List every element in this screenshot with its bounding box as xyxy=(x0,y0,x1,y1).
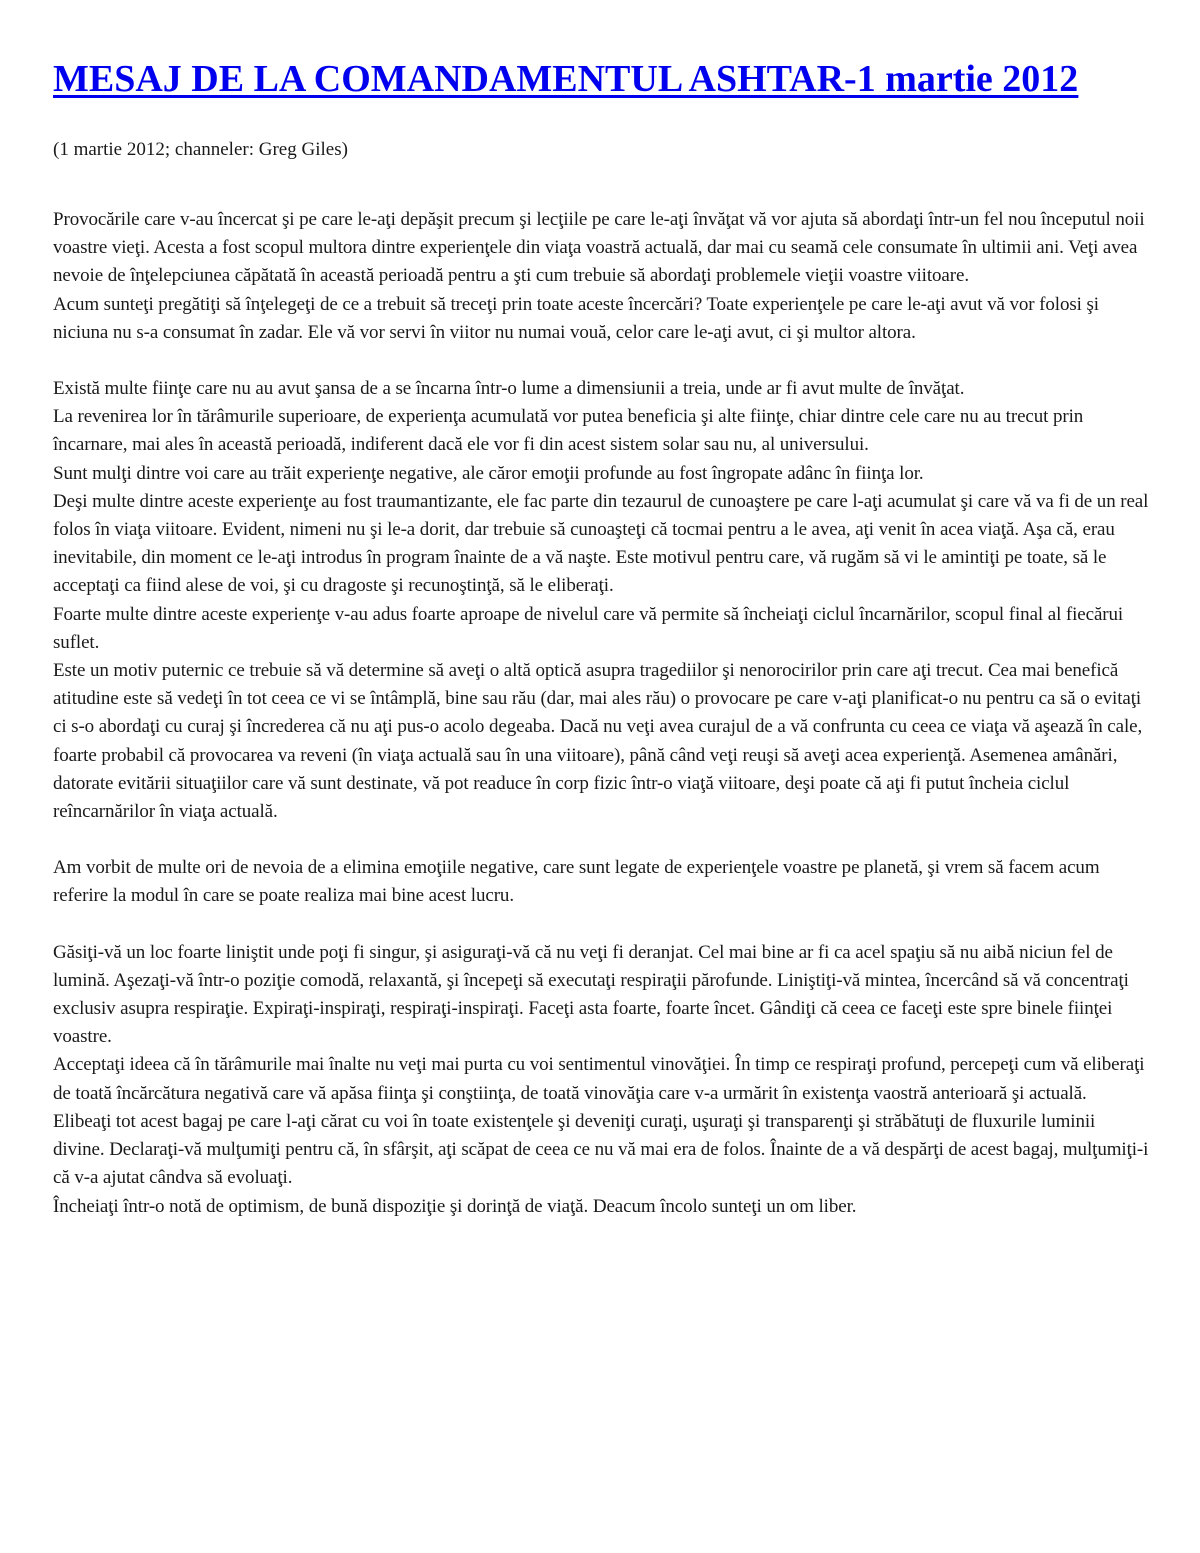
paragraph: La revenirea lor în tărâmurile superioare, de experienţa acumulată vor putea beneficia şi alte fiinţe, chiar dintre cele care nu au trecut prin încarnare, mai ales în această perioadă, indiferent dacă ele vor fi din acest sistem solar sau nu, al universului. xyxy=(53,406,1084,456)
paragraph: Există multe fiinţe care nu au avut şansa de a se încarna într-o lume a dimensiunii a treia, unde ar fi avut multe de învăţat. xyxy=(53,378,965,400)
paragraph: Deşi multe dintre aceste experienţe au fost traumantizante, ele fac parte din tezaurul de cunoaştere pe care l-aţi acumulat şi care vă va fi de un real folos în viaţa viitoare. Evident, nimeni nu şi le-a dorit, dar trebuie să cunoaşteţi că tocmai pentru a le avea, aţi venit în acea viaţă. Aşa că, erau inevitabile, din moment ce le-aţi introdus în program înainte de a vă naşte. Este motivul pentru care, vă rugăm să vi le amintiţi pe toate, să le acceptaţi ca fiind alese de voi, şi cu dragoste şi recunoştinţă, să le eliberaţi. xyxy=(53,490,1149,597)
section-1 xyxy=(53,206,1149,347)
paragraph: Încheiaţi într-o notă de optimism, de bună dispoziţie şi dorinţă de viaţă. Deacum încolo sunteţi un om liber. xyxy=(53,1195,857,1217)
blank-line xyxy=(53,826,1149,854)
paragraph: Găsiţi-vă un loc foarte liniştit unde poţi fi singur, şi asiguraţi-vă că nu veţi fi deranjat. Cel mai bine ar fi ca acel spaţiu să nu aibă niciun fel de lumină. Aşezaţi-vă într-o poziţie comodă, relaxantă, şi începeţi să executaţi respiraţii părofunde. Liniştiţi-vă mintea, încercând să vă concentraţi exclusiv asupra respiraţie. Expiraţi-inspiraţi, respiraţi-inspiraţi. Faceţi asta foarte, foarte încet. Gândiţi că ceea ce faceţi este spre binele fiinţei voastre. xyxy=(53,941,1129,1048)
section-4 xyxy=(53,939,1149,1221)
page-title[interactable] xyxy=(53,52,1149,107)
paragraph: Am vorbit de multe ori de nevoia de a elimina emoţiile negative, care sunt legate de experienţele voastre pe planetă, şi vrem să facem acum referire la modul în care se poate realiza mai bine acest lucru. xyxy=(53,857,1100,907)
paragraph: Provocările care v-au încercat şi pe care le-aţi depăşit precum şi lecţiile pe care le-aţi învăţat vă vor ajuta să abordaţi într-un fel nou începutul noii voastre vieţi. Acesta a fost scopul multora dintre experienţele din viaţa voastră actuală, dar mai cu seamă cele consumate în ultimii ani. Veţi avea nevoie de înţelepciunea căpătată în această perioadă pentru a şti cum trebuie să abordaţi problemele vieţii voastre viitoare. xyxy=(53,209,1145,287)
paragraph: Acum sunteţi pregătiţi să înţelegeţi de ce a trebuit să treceţi prin toate aceste încercări? Toate experienţele pe care le-aţi avut vă vor folosi şi niciuna nu s-a consumat în zadar. Ele vă vor servi în viitor nu numai vouă, celor care le-aţi avut, ci şi multor altora. xyxy=(53,293,1099,343)
title-link[interactable]: MESAJ DE LA COMANDAMENTUL ASHTAR-1 martie 2012 xyxy=(53,58,1079,100)
paragraph: Sunt mulţi dintre voi care au trăit experienţe negative, ale căror emoţii profunde au fost îngropate adânc în fiinţa lor. xyxy=(53,462,924,484)
document-page xyxy=(53,52,1149,1221)
paragraph: Foarte multe dintre aceste experienţe v-au adus foarte aproape de nivelul care vă permite să încheiaţi ciclul încarnărilor, scopul final al fiecărui suflet. xyxy=(53,603,1124,653)
document-body xyxy=(53,206,1149,1221)
paragraph: Acceptaţi ideea că în tărâmurile mai înalte nu veţi mai purta cu voi sentimentul vinovăţiei. În timp ce respiraţi profund, percepeţi cum vă eliberaţi de toată încărcătura negativă care vă apăsa fiinţa şi conştiinţa, de toată vinovăţia care v-a urmărit în existenţa vaostră anterioară şi actuală. Elibeaţi tot acest bagaj pe care l-aţi cărat cu voi în toate existenţele şi deveniţi curaţi, uşuraţi şi transparenţi şi străbătuţi de fluxurile luminii divine. Declaraţi-vă mulţumiţi pentru că, în sfârşit, aţi scăpat de ceea ce nu vă mai era de folos. Înainte de a vă despărţi de acest bagaj, mulţumiţi-i că v-a ajutat cândva să evoluaţi. xyxy=(53,1054,1149,1189)
section-2 xyxy=(53,375,1149,826)
blank-line xyxy=(53,911,1149,939)
blank-line xyxy=(53,347,1149,375)
section-3 xyxy=(53,854,1149,910)
paragraph: Este un motiv puternic ce trebuie să vă determine să aveţi o altă optică asupra tragediilor şi nenorocirilor prin care aţi trecut. Cea mai benefică atitudine este să vedeţi în tot ceea ce vi se întâmplă, bine sau rău (dar, mai ales rău) o provocare pe care v-aţi planificat-o nu pentru ca să o evitaţi ci s-o abordaţi cu curaj şi încrederea că nu aţi pus-o acolo degeaba. Dacă nu veţi avea curajul de a vă confrunta cu ceea ce viaţa vă aşează în cale, foarte probabil că provocarea va reveni (în viaţa actuală sau în una viitoare), până când veţi reuşi să aveţi acea experienţă. Asemenea amânări, datorate evitării situaţiilor care vă sunt destinate, vă pot readuce în corp fizic într-o viaţă viitoare, deşi poate că aţi fi putut încheia ciclul reîncarnărilor în viaţa actuală. xyxy=(53,660,1143,823)
document-meta: (1 martie 2012; channeler: Greg Giles) xyxy=(53,139,348,160)
